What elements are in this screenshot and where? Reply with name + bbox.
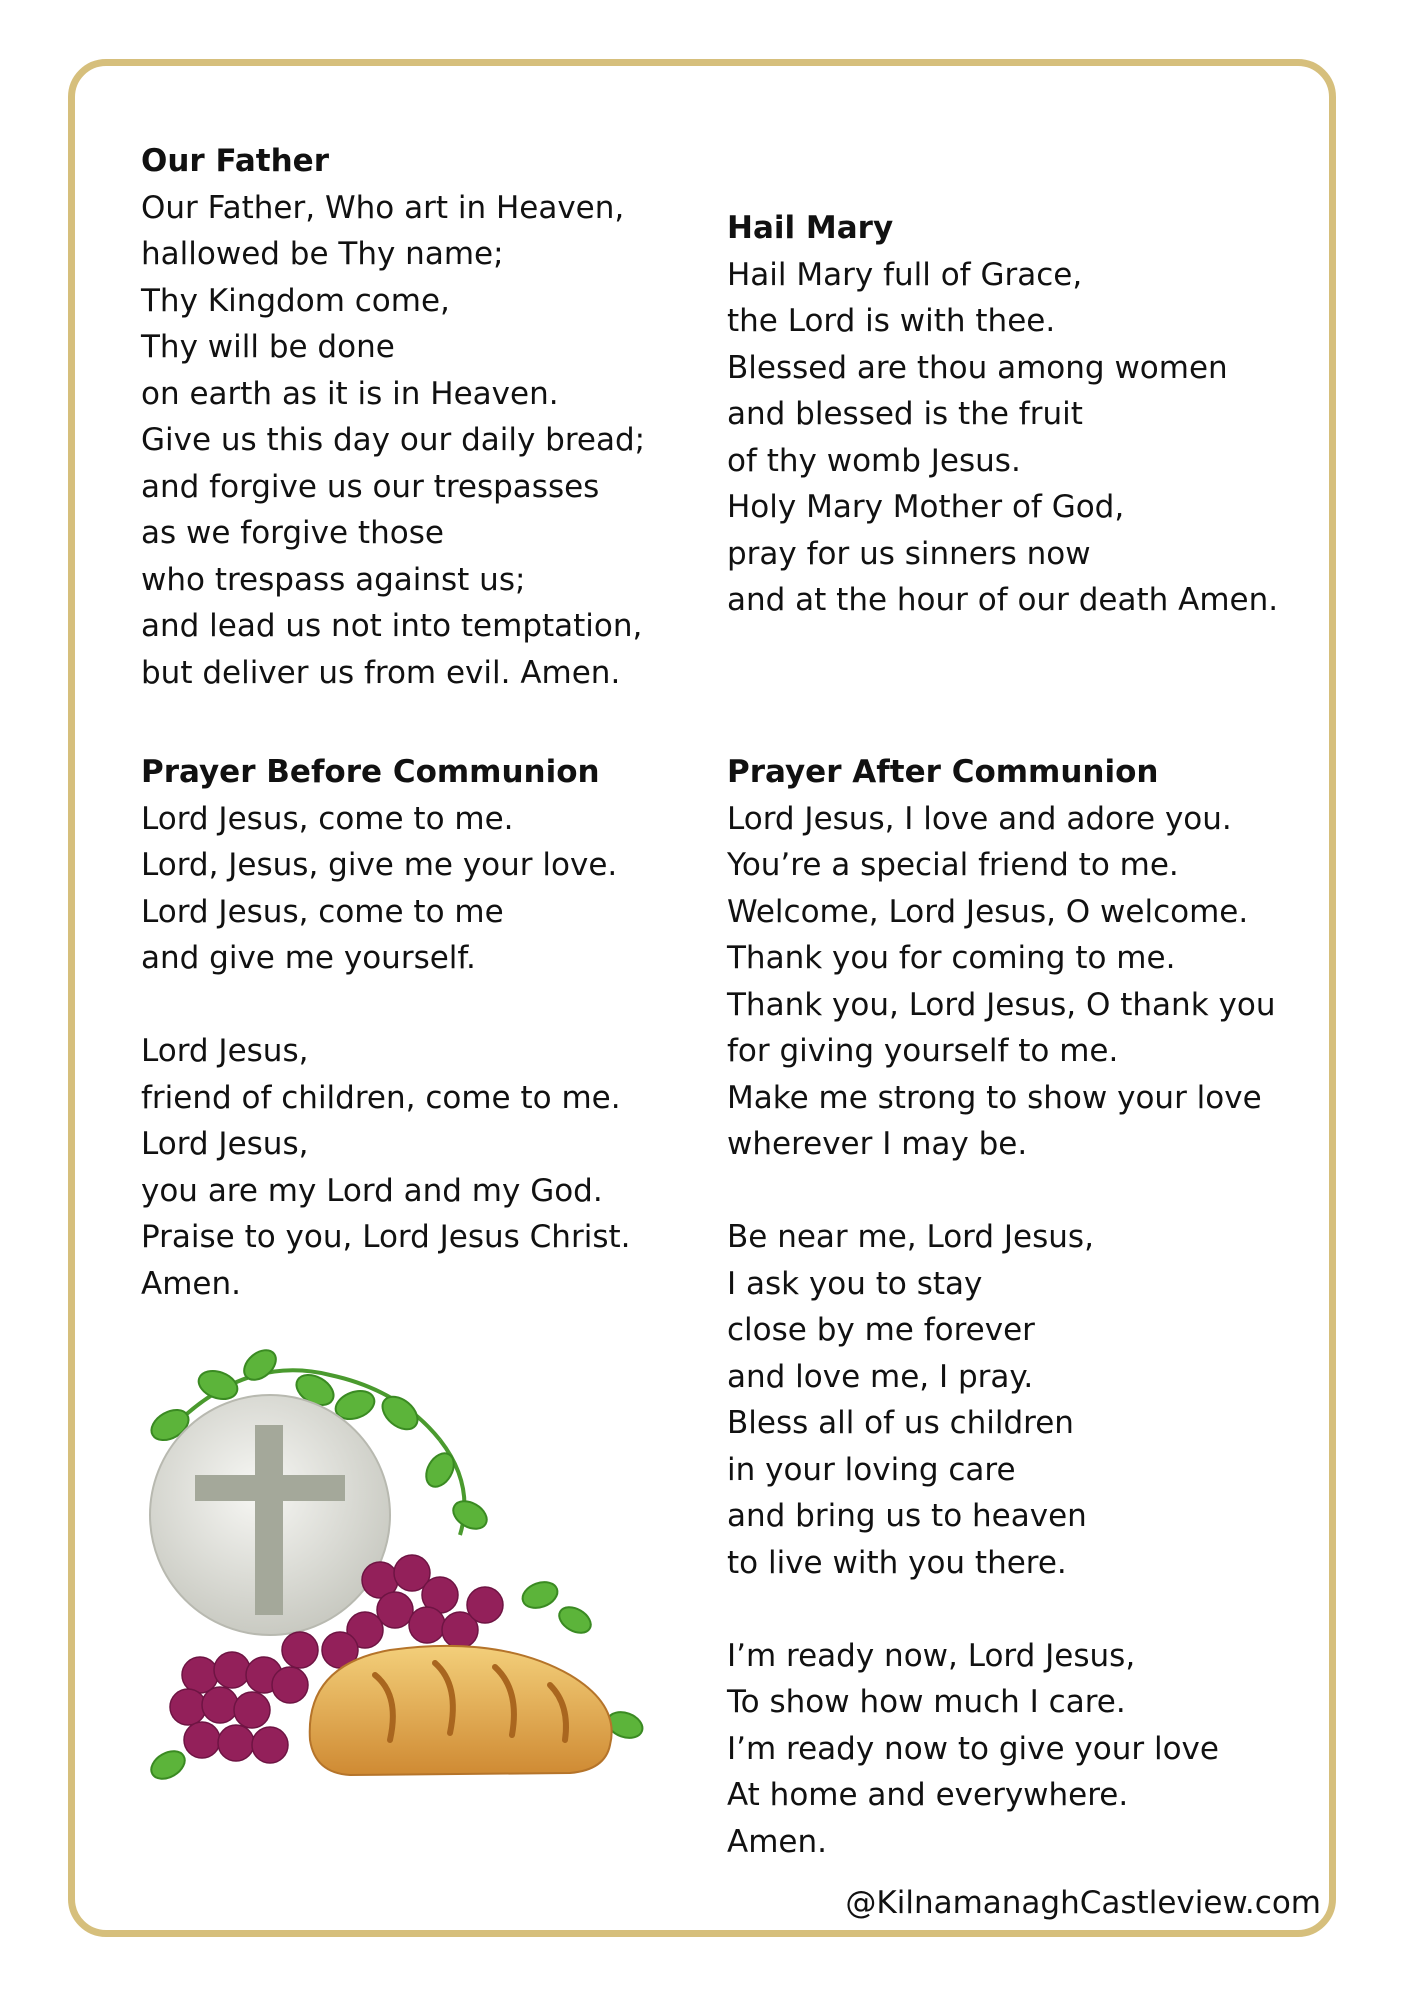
prayer-title: Hail Mary bbox=[727, 210, 894, 246]
bread-loaf-icon bbox=[310, 1646, 612, 1775]
prayer-line: and blessed is the fruit bbox=[727, 396, 1083, 432]
prayer-line: Our Father, Who art in Heaven, bbox=[141, 189, 625, 226]
communion-illustration bbox=[140, 1345, 680, 1800]
prayer-after-communion bbox=[727, 749, 1275, 1865]
prayer-line: close by me forever bbox=[727, 1312, 1035, 1348]
prayer-line: I’m ready now, Lord Jesus, bbox=[727, 1637, 1136, 1674]
prayer-lines bbox=[727, 252, 1278, 624]
prayer-line: Be near me, Lord Jesus, bbox=[727, 1219, 1094, 1255]
prayer-line: Amen. bbox=[727, 1823, 827, 1860]
website-credit: @KilnamanaghCastleview.com bbox=[845, 1885, 1321, 1921]
prayer-line: and forgive us our trespasses bbox=[141, 468, 600, 505]
hail-mary-prayer bbox=[727, 205, 1278, 624]
prayer-line: and lead us not into temptation, bbox=[141, 608, 643, 644]
prayer-line: Give us this day our daily bread; bbox=[141, 422, 646, 458]
prayer-line: Lord Jesus, bbox=[141, 1126, 309, 1162]
prayer-line: Amen. bbox=[141, 1265, 241, 1302]
prayer-line: Blessed are thou among women bbox=[727, 349, 1228, 386]
prayer-line: To show how much I care. bbox=[727, 1684, 1126, 1720]
prayer-lines bbox=[141, 796, 630, 1308]
prayer-line: on earth as it is in Heaven. bbox=[141, 375, 559, 412]
prayer-line: At home and everywhere. bbox=[727, 1777, 1129, 1813]
prayer-title: Prayer Before Communion bbox=[141, 754, 600, 790]
prayer-line: and bring us to heaven bbox=[727, 1498, 1087, 1534]
prayer-line: hallowed be Thy name; bbox=[141, 236, 504, 272]
prayer-line: Lord, Jesus, give me your love. bbox=[141, 847, 618, 883]
prayer-line: wherever I may be. bbox=[727, 1126, 1028, 1162]
prayer-line: I’m ready now to give your love bbox=[727, 1730, 1219, 1767]
prayer-line: Hail Mary full of Grace, bbox=[727, 256, 1083, 293]
prayer-line: you are my Lord and my God. bbox=[141, 1172, 603, 1209]
prayer-lines bbox=[141, 185, 645, 697]
stanza-break bbox=[727, 1168, 1275, 1215]
prayer-line: You’re a special friend to me. bbox=[727, 847, 1179, 883]
prayer-line: of thy womb Jesus. bbox=[727, 442, 1021, 479]
prayer-lines bbox=[727, 796, 1275, 1866]
prayer-line: pray for us sinners now bbox=[727, 535, 1091, 572]
stanza-break bbox=[141, 982, 630, 1029]
host-with-cross-icon bbox=[150, 1395, 390, 1635]
prayer-line: in your loving care bbox=[727, 1451, 1016, 1488]
prayer-line: Lord Jesus, come to me. bbox=[141, 800, 514, 837]
prayer-line: friend of children, come to me. bbox=[141, 1079, 621, 1116]
prayer-line: and at the hour of our death Amen. bbox=[727, 582, 1279, 618]
prayer-line: Make me strong to show your love bbox=[727, 1079, 1262, 1116]
prayer-line: Praise to you, Lord Jesus Christ. bbox=[141, 1219, 631, 1255]
prayer-title: Prayer After Communion bbox=[727, 754, 1159, 790]
prayer-line: Bless all of us children bbox=[727, 1405, 1074, 1441]
prayer-before-communion bbox=[141, 749, 630, 1307]
prayer-line: Lord Jesus, come to me bbox=[141, 893, 504, 930]
prayer-line: but deliver us from evil. Amen. bbox=[141, 654, 621, 691]
prayer-line: Holy Mary Mother of God, bbox=[727, 489, 1125, 525]
prayer-line: as we forgive those bbox=[141, 515, 444, 551]
prayer-line: I ask you to stay bbox=[727, 1265, 983, 1302]
prayer-line: Thy will be done bbox=[141, 329, 395, 365]
prayer-line: and give me yourself. bbox=[141, 940, 476, 976]
stanza-break bbox=[727, 1586, 1275, 1633]
prayer-line: Lord Jesus, bbox=[141, 1033, 309, 1069]
prayer-line: Thank you for coming to me. bbox=[727, 940, 1176, 976]
prayer-line: and love me, I pray. bbox=[727, 1358, 1034, 1395]
our-father-prayer bbox=[141, 138, 645, 696]
prayer-line: for giving yourself to me. bbox=[727, 1033, 1119, 1069]
prayer-line: to live with you there. bbox=[727, 1544, 1067, 1581]
prayer-line: Lord Jesus, I love and adore you. bbox=[727, 800, 1232, 837]
prayer-line: Thank you, Lord Jesus, O thank you bbox=[727, 986, 1276, 1023]
prayer-line: the Lord is with thee. bbox=[727, 303, 1056, 339]
prayer-line: Welcome, Lord Jesus, O welcome. bbox=[727, 893, 1249, 930]
prayer-line: Thy Kingdom come, bbox=[141, 282, 450, 319]
prayer-line: who trespass against us; bbox=[141, 561, 526, 598]
prayer-title: Our Father bbox=[141, 143, 329, 179]
